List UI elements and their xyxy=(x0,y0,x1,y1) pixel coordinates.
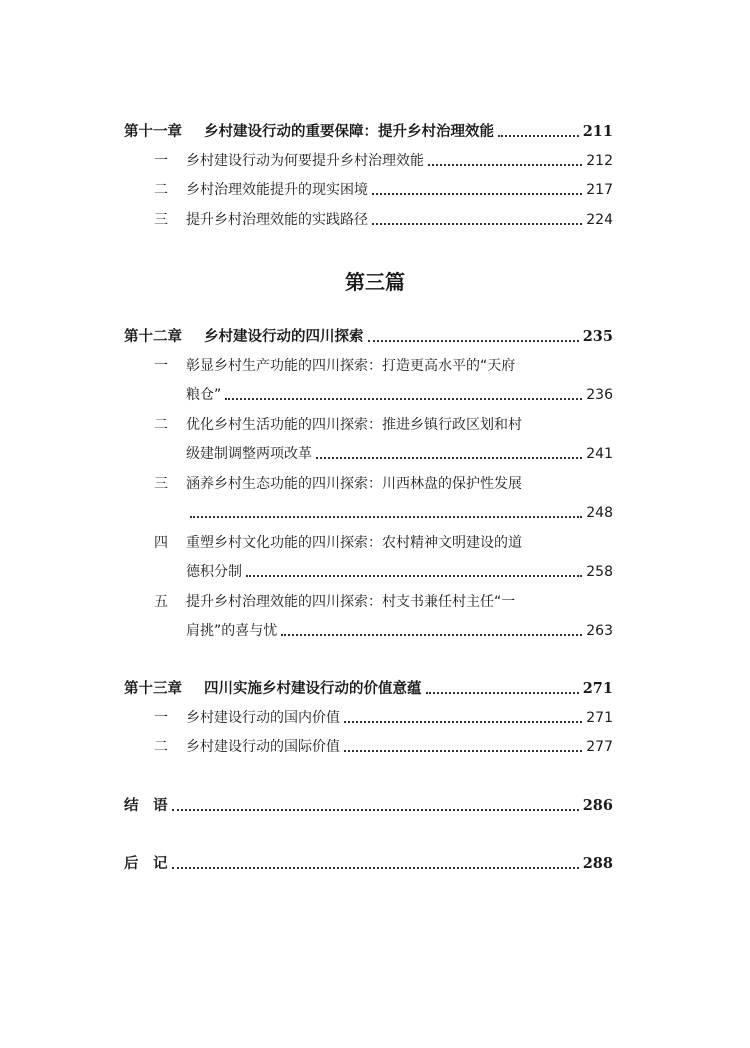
section-number: 二 xyxy=(154,182,168,198)
chapter-title xyxy=(124,326,364,348)
section-number: 一 xyxy=(154,710,168,726)
leader-dots xyxy=(428,164,582,166)
page-number: 212 xyxy=(586,153,613,169)
page-number: 211 xyxy=(582,123,613,140)
chapter-label: 第十二章 xyxy=(124,328,182,345)
toc-section-continuation[interactable] xyxy=(124,620,613,642)
leader-dots xyxy=(426,692,579,694)
toc-section-continuation[interactable] xyxy=(124,384,613,406)
chapter-name: 四川实施乡村建设行动的价值意蕴 xyxy=(204,680,422,697)
part-title: 第三篇 xyxy=(345,270,405,294)
page-number: 288 xyxy=(582,855,613,872)
toc-section-continuation[interactable] xyxy=(124,443,613,465)
section-title: 乡村建设行动为何要提升乡村治理效能 xyxy=(186,153,424,169)
toc-conclusion[interactable] xyxy=(124,795,613,817)
page-number: 271 xyxy=(582,680,613,697)
page-number: 235 xyxy=(582,328,613,345)
toc-section[interactable] xyxy=(124,179,613,201)
section-title-line2: 德积分制 xyxy=(186,564,242,580)
page-number: 277 xyxy=(586,739,613,755)
section-number: 三 xyxy=(154,212,168,228)
chapter-label: 第十三章 xyxy=(124,680,182,697)
section-number: 四 xyxy=(154,535,168,551)
page-number: 236 xyxy=(586,387,613,403)
leader-dots xyxy=(498,135,579,137)
chapter-name: 乡村建设行动的四川探索 xyxy=(204,328,364,345)
section-title: 乡村建设行动的国内价值 xyxy=(186,710,340,726)
page-number: 248 xyxy=(586,505,613,521)
page-number: 271 xyxy=(586,710,613,726)
section-title-line1: 重塑乡村文化功能的四川探索：农村精神文明建设的道 xyxy=(186,535,522,551)
page-number: 263 xyxy=(586,623,613,639)
leader-dots xyxy=(246,575,582,577)
section-number: 二 xyxy=(154,739,168,755)
toc-section-continuation[interactable] xyxy=(124,561,613,583)
page-number: 241 xyxy=(586,446,613,462)
section-title: 乡村建设行动的国际价值 xyxy=(186,739,340,755)
toc-section-continuation[interactable] xyxy=(124,502,613,524)
toc-chapter-12[interactable] xyxy=(124,326,613,348)
page-number: 258 xyxy=(586,564,613,580)
leader-dots xyxy=(372,223,582,225)
toc-section[interactable] xyxy=(124,150,613,172)
afterword-label: 后 记 xyxy=(124,855,168,872)
section-number: 五 xyxy=(154,594,168,610)
leader-dots xyxy=(172,867,579,869)
section-title-line1: 提升乡村治理效能的四川探索：村支书兼任村主任“一 xyxy=(186,594,516,610)
leader-dots xyxy=(225,398,582,400)
conclusion-label: 结 语 xyxy=(124,797,168,814)
section-title: 提升乡村治理效能的实践路径 xyxy=(186,212,368,228)
toc-section[interactable] xyxy=(124,736,613,758)
section-number: 三 xyxy=(154,476,168,492)
leader-dots xyxy=(316,457,582,459)
section-title-line1: 彰显乡村生产功能的四川探索：打造更高水平的“天府 xyxy=(186,358,516,374)
toc-section[interactable] xyxy=(124,209,613,231)
section-number: 二 xyxy=(154,417,168,433)
leader-dots xyxy=(344,721,582,723)
page-number: 224 xyxy=(586,212,613,228)
toc-afterword[interactable] xyxy=(124,853,613,875)
leader-dots xyxy=(190,516,582,518)
chapter-name: 乡村建设行动的重要保障：提升乡村治理效能 xyxy=(204,123,494,140)
leader-dots xyxy=(368,340,579,342)
leader-dots xyxy=(372,193,582,195)
page-number: 217 xyxy=(586,182,613,198)
leader-dots xyxy=(281,634,582,636)
section-title-line1: 涵养乡村生态功能的四川探索：川西林盘的保护性发展 xyxy=(186,476,522,492)
toc-chapter-11[interactable] xyxy=(124,121,613,143)
chapter-title xyxy=(124,121,494,143)
section-title-line2: 肩挑”的喜与忧 xyxy=(186,623,278,639)
section-title-line1: 优化乡村生活功能的四川探索：推进乡镇行政区划和村 xyxy=(186,417,522,433)
chapter-title xyxy=(124,678,422,700)
toc-chapter-13[interactable] xyxy=(124,678,613,700)
section-title: 乡村治理效能提升的现实困境 xyxy=(186,182,368,198)
leader-dots xyxy=(344,750,582,752)
toc-section[interactable] xyxy=(124,707,613,729)
page-number: 286 xyxy=(582,797,613,814)
leader-dots xyxy=(172,809,579,811)
chapter-label: 第十一章 xyxy=(124,123,182,140)
section-title-line2: 粮仓” xyxy=(186,387,222,403)
section-number: 一 xyxy=(154,358,168,374)
section-number: 一 xyxy=(154,153,168,169)
section-title-line2: 级建制调整两项改革 xyxy=(186,446,312,462)
